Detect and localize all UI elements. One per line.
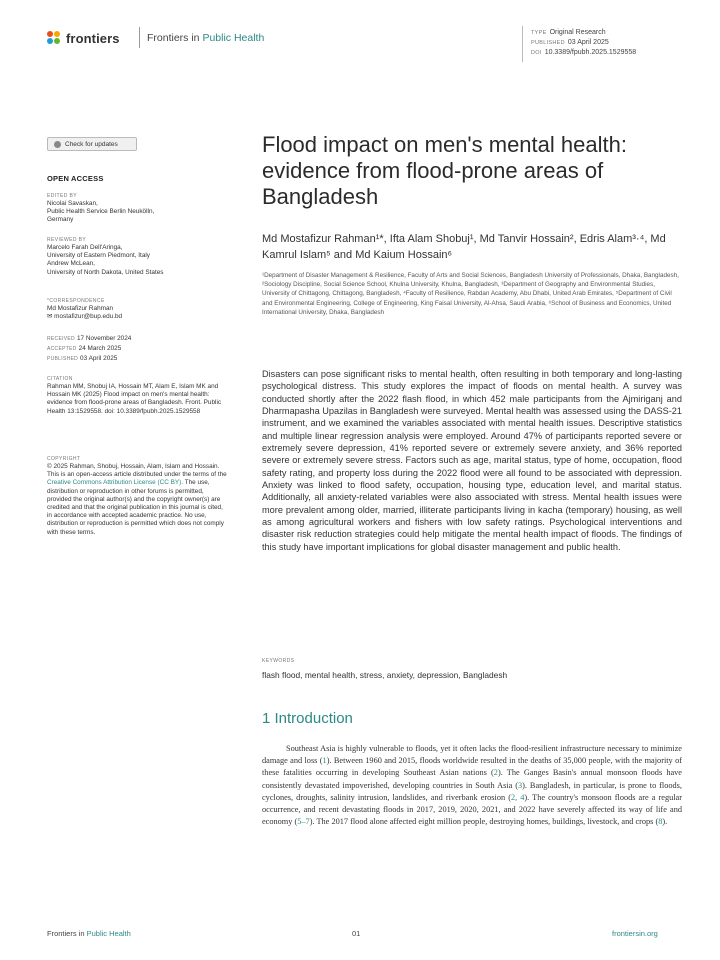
article-dates: RECEIVED 17 November 2024 ACCEPTED 24 March 2025 PUBLISHED 03 April 2025 bbox=[47, 335, 132, 362]
logo-text: frontiers bbox=[66, 31, 120, 46]
cc-by-license-link[interactable]: Creative Commons Attribution License (CC BY). bbox=[47, 479, 184, 487]
frontiers-logo[interactable] bbox=[47, 31, 120, 46]
update-check-icon bbox=[54, 141, 61, 148]
author-list: Md Mostafizur Rahman¹*, Ifta Alam Shobuj¹, Md Tanvir Hossain², Edris Alam³·⁴, Md Kamrul Islam⁵ and Md Kaium Hossain⁶ bbox=[262, 233, 666, 261]
frontiers-logo-icon bbox=[47, 31, 62, 46]
meta-published: PUBLISHED 03 April 2025 bbox=[531, 39, 609, 46]
page-number: 01 bbox=[352, 929, 361, 938]
article-meta bbox=[531, 28, 711, 58]
affiliations: ¹Department of Disaster Management & Resilience, Faculty of Arts and Social Sciences, Bangladesh University of Professionals, Dhaka, Bangladesh, ²Sociology Discipline, Social Science School, Khulna University, Khulna, Bangladesh, ³Department of Geography and Environmental Studies, University of Chittagong, Chittagong, Bangladesh, ⁴Faculty of Resilience, Rabdan Academy, Abu Dhabi, United Arab Emirates, ⁵Department of Civil and Environmental Engineering, College of Engineering, King Faisal University, Al-Ahsa, Saudi Arabia, ⁶School of Business and Economics, United International University, Dhaka, Bangladesh bbox=[262, 272, 679, 316]
journal-name[interactable]: Frontiers in Public Health bbox=[147, 32, 265, 44]
citation: CITATION Rahman MM, Shobuj IA, Hossain MT, Alam E, Islam MK and Hossain MK (2025) Flood impact on men's mental health: evidence from flood-prone areas of Bangladesh. Front. Public Health 13:1529558. doi: 10.3389/fpubh.2025.1529558 bbox=[47, 376, 222, 415]
abstract: Disasters can pose significant risks to mental health, often resulting in both temporary and long-lasting psychological distress. This study explores the impact of floods on mental health. A survey was conducted shortly after the 2022 flash flood, in which 452 male participants from the Ajmiriganj and Dharmapasha Upazilas in Bangladesh were surveyed. Mental health was assessed using the DASS-21 instrument, and we examined the variables associated with mental health issues. Descriptive statistics and multiple linear regression analysis were employed. Around 47% of participants reported severe or extremely severe depression, 41% reported severe or extremely severe anxiety, and 36% reported severe or extremely severe stress. Factors such as age, marital status, type of home, occupation, flood safety rating, and property loss during the 2022 flood were all found to be associated with depression. Anxiety was linked to flood safety, occupation, housing type, education level, and marital status. Additionally, all anxiety-related variables were also associated with stress. Mental health issues were more prevalent among older, married, illiterate participants living in kacha (temporary) housing, as well as among agricultural workers and fishers with low safety ratings. Psychological interventions and disaster risk reduction strategies could help mitigate the mental health impact of floods. The findings of this study have important implications for global disaster management and public health. bbox=[262, 369, 682, 552]
correspondence-email[interactable]: ✉ mostafizur@bup.edu.bd bbox=[47, 313, 123, 321]
citation-link[interactable]: 5–7 bbox=[297, 817, 310, 827]
correspondence: *CORRESPONDENCE Md Mostafizur Rahman ✉ mostafizur@bup.edu.bd bbox=[47, 298, 227, 321]
footer-journal[interactable]: Frontiers in Public Health bbox=[47, 929, 131, 938]
check-for-updates-button[interactable]: Check for updates bbox=[47, 137, 137, 151]
citation-link[interactable]: 2 bbox=[493, 768, 498, 778]
article-title: Flood impact on men's mental health: evidence from flood-prone areas of Bangladesh bbox=[262, 132, 627, 209]
introduction-paragraph: Southeast Asia is highly vulnerable to floods, yet it often lacks the flood-resilient infrastructure necessary to minimize damage and loss (1). Between 1960 and 2015, floods worldwide resulted in the deaths of 35,000 people, with the majority of these fatalities occurring in developing Southeast Asian nations (2). The Ganges Basin's annual monsoon floods have consistently devastated impoverished, developing countries in South Asia (3). Bangladesh, in particular, is prone to floods, cyclones, droughts, salinity intrusion, landslides, and riverbank erosion (2, 4). The country's monsoon floods are a regular occurrence, and recent devastating floods in 2017, 2019, 2020, 2021, and 2022 have severely affected its way of life and economy (5–7). The 2017 flood alone affected eight million people, destroying homes, buildings, livestock, and crops (8). bbox=[262, 744, 682, 827]
citation-link[interactable]: 8 bbox=[658, 817, 663, 827]
section-heading-introduction: 1 Introduction bbox=[262, 710, 353, 727]
header-divider bbox=[139, 27, 140, 48]
keywords-label: KEYWORDS bbox=[262, 658, 295, 664]
citation-link[interactable]: 3 bbox=[517, 780, 523, 790]
citation-link[interactable]: 2, 4 bbox=[510, 792, 525, 802]
keywords: flash flood, mental health, stress, anxiety, depression, Bangladesh bbox=[262, 670, 508, 680]
open-access-label: OPEN ACCESS bbox=[47, 174, 104, 183]
meta-doi[interactable]: DOI 10.3389/fpubh.2025.1529558 bbox=[531, 49, 637, 56]
copyright: COPYRIGHT © 2025 Rahman, Shobuj, Hossain, Alam, Islam and Hossain. This is an open-access article distributed under the terms of the Creative Commons Attribution License (CC BY). The use, distribution or reproduction in other forums is permitted, provided the original author(s) and the copyright owner(s) are credited and that the original publication in this journal is cited, in accordance with accepted academic practice. No use, distribution or reproduction is permitted which does not comply with these terms. bbox=[47, 456, 227, 536]
citation-link[interactable]: 1 bbox=[322, 756, 327, 766]
meta-type: TYPE Original Research bbox=[531, 29, 606, 36]
meta-divider bbox=[522, 26, 523, 62]
footer-site-link[interactable]: frontiersin.org bbox=[612, 929, 658, 938]
edited-by: EDITED BY Nicolai Savaskan, Public Health Service Berlin Neukölln, Germany bbox=[47, 193, 155, 224]
reviewed-by: REVIEWED BY Marcelo Farah Dell'Aringa, University of Eastern Piedmont, Italy Andrew McLean, University of North Dakota, United States bbox=[47, 237, 164, 276]
